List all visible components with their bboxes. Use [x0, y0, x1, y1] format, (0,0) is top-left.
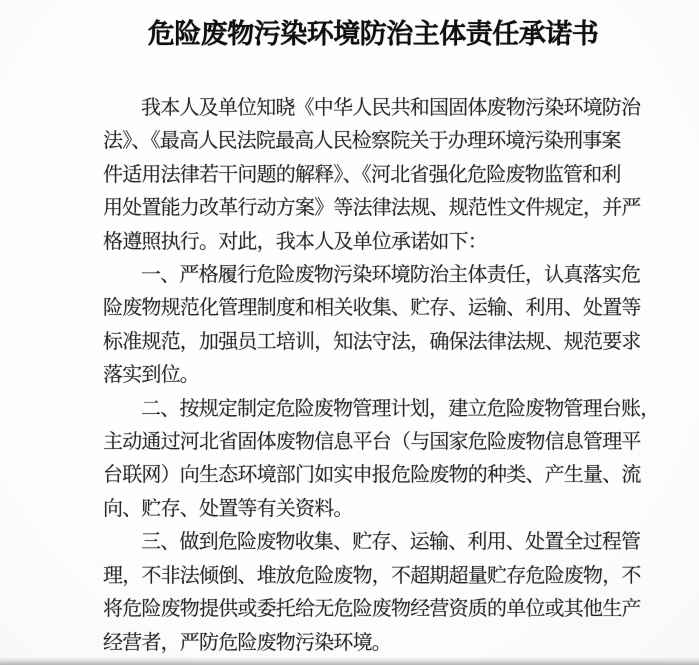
text-line: 格遵照执行。对此，我本人及单位承诺如下： [103, 230, 487, 253]
text-line: 标准规范，加强员工培训，知法守法，确保法律法规、规范要求 [103, 330, 641, 353]
text-line: 我本人及单位知晓《中华人民共和国固体废物污染环境防治 [141, 97, 641, 119]
text-line: 法》、《最高人民法院最高人民检察院关于办理环境污染刑事案 [103, 130, 621, 153]
text-line: 主动通过河北省固体废物信息平台（与国家危险废物信息管理平 [103, 431, 641, 454]
text-line: 理，不非法倾倒、堆放危险废物，不超期超量贮存危险废物，不 [103, 564, 641, 587]
text-line: 险废物规范化管理制度和相关收集、贮存、运输、利用、处置等 [103, 297, 641, 320]
text-line: 件适用法律若干问题的解释》、《河北省强化危险废物监管和利 [103, 163, 621, 186]
paragraph-item-3 [103, 526, 643, 660]
text-line: 落实到位。 [103, 364, 199, 387]
photo-bottom-edge-shadow [0, 657, 699, 665]
text-line: 三、做到危险废物收集、贮存、运输、利用、处置全过程管 [141, 531, 641, 554]
text-line: 二、按规定制定危险废物管理计划，建立危险废物管理台账， [141, 397, 660, 420]
paragraph-item-1 [103, 259, 643, 393]
document-body [103, 92, 660, 660]
paragraph-item-2 [103, 393, 660, 527]
document-content [103, 0, 660, 660]
text-line: 向、贮存、处置等有关资料。 [103, 497, 353, 520]
paragraph-intro [103, 92, 643, 259]
text-line: 用处置能力改革行动方案》等法律法规、规范性文件规定，并严 [103, 197, 641, 220]
text-line: 经营者，严防危险废物污染环境。 [103, 631, 391, 654]
text-line: 一、严格履行危险废物污染环境防治主体责任，认真落实危 [141, 264, 641, 287]
text-line: 台联网）向生态环境部门如实申报危险废物的种类、产生量、流 [103, 464, 641, 487]
text-line: 将危险废物提供或委托给无危险废物经营资质的单位或其他生产 [103, 598, 641, 621]
document-title: 危险废物污染环境防治主体责任承诺书 [147, 19, 599, 49]
